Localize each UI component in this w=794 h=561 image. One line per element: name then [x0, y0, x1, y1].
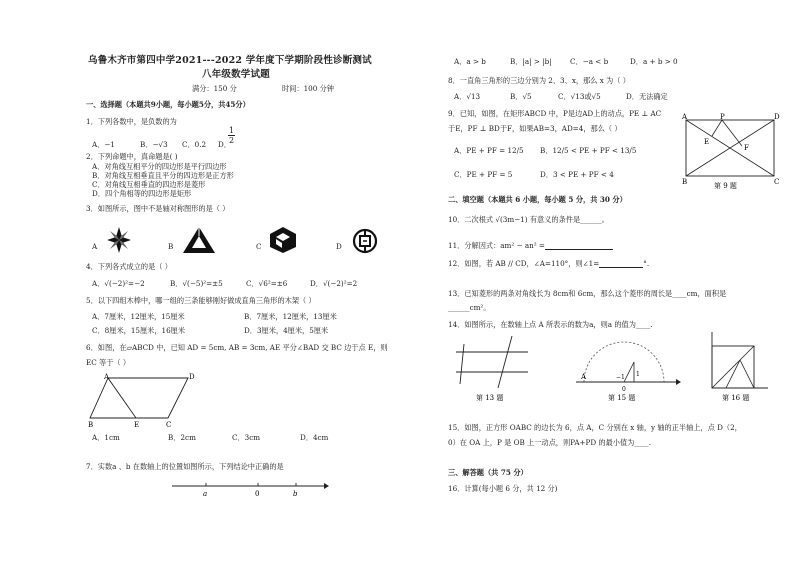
q7-option-a: A．a > b [454, 57, 486, 66]
fig9-point-f: F [744, 144, 749, 152]
question-9: 9．已知，如图，在矩形ABCD 中，P是边AD上的动点，PE ⊥ AC [448, 109, 662, 118]
q4-option-d: D．√(−2)²=2 [310, 279, 358, 288]
q8-option-d: D．无法确定 [626, 92, 668, 101]
q8-option-c: C．√13或√5 [558, 92, 601, 101]
fig16-square-axes [704, 330, 774, 408]
fig9-point-e: E [704, 138, 710, 146]
exam-title: 乌鲁木齐市第四中学2021---2022 学年度下学期阶段性诊断测试 [88, 55, 372, 66]
q2-option-a: A．对角线互相平分的四边形是平行四边形 [92, 162, 227, 171]
q3-label-b: B [168, 242, 174, 251]
q1-option-b: B．−√3 [140, 140, 168, 149]
q4-option-c: C．√6²=±6 [246, 279, 288, 288]
fig14-label-one: 1 [636, 371, 640, 378]
question-6-cont: EC 等于（ ） [86, 358, 131, 367]
fig14-label-a: A [581, 373, 587, 381]
q1-option-d: D． [218, 140, 231, 149]
q6-option-c: C．3cm [232, 433, 261, 442]
q7-option-b: B．|a| > |b| [510, 57, 552, 66]
question-6: 6．如图，在▱ABCD 中，已知 AD = 5cm, AB = 3cm, AE 平分∠BAD 交 BC 边于点 E，则 [86, 343, 388, 352]
q5-option-c: C．8厘米，15厘米，16厘米 [92, 326, 186, 335]
question-7: 7．实数a 、b 在数轴上的位置如图所示，下列结论中正确的是 [86, 462, 284, 471]
coin-circle-icon [352, 228, 378, 258]
question-13: 13．已知菱形的两条对角线长为 8cm和 6cm，那么这个菱形的周长是____cm，面积是 [448, 289, 727, 298]
q9-option-d: D．3 < PE + PF < 4 [540, 170, 614, 179]
question-15: 15．如图，正方形 OABC 的边长为 6，点 A，C 分别在 x 轴，y 轴的正半轴上，点 D（2， [448, 423, 742, 432]
fig14-semicircle-numberline [572, 334, 682, 408]
q6-option-b: B．2cm [168, 433, 196, 442]
parallelogram-figure [88, 372, 198, 434]
question-2: 2．下列命题中，真命题是( ) [86, 152, 178, 161]
q7-option-c: C．−a < b [570, 57, 609, 66]
question-1: 1．下列各数中，是负数的为 [86, 117, 177, 126]
fig9-point-c: C [774, 178, 780, 186]
fig9-point-a: A [682, 113, 688, 121]
exam-time: 时间：100 分钟 [282, 84, 334, 93]
q3-label-d: D [336, 242, 342, 251]
q5-option-d: D．3厘米，4厘米，5厘米 [244, 326, 329, 335]
q5-option-a: A．7厘米，12厘米，15厘米 [92, 312, 185, 321]
q6-point-c: C [166, 421, 172, 429]
axis-label-b: b [293, 490, 298, 498]
q1-option-a: A．−1 [92, 140, 115, 149]
q9-option-b: B．12/5 < PE + PF < 13/5 [540, 146, 637, 155]
section-1-heading: 一、选择题（本题共9小题，每小题5分，共45分） [86, 100, 250, 109]
question-16: 16．计算(每小题 6 分，共 12 分) [448, 484, 558, 493]
question-3: 3．如图所示，图中不是轴对称图形的是（ ） [86, 204, 230, 213]
q2-option-c: C．对角线互相垂直的四边形是菱形 [92, 180, 206, 189]
fig9-point-d: D [774, 113, 780, 121]
number-line-figure [170, 478, 330, 504]
q6-point-e: E [134, 421, 140, 429]
hexagon-cube-icon [268, 226, 298, 258]
fig14-label-neg1: −1 [616, 374, 625, 381]
question-15-cont: 0）在 OA 上，P 是 OB 上一动点，则PA+PD 的最小值为____. [448, 438, 652, 447]
q6-option-a: A．1cm [92, 433, 120, 442]
exam-subtitle: 八年级数学试题 [202, 69, 270, 80]
question-14: 14．如图所示，在数轴上点 A 所表示的数为a，则a 的值为____. [448, 320, 653, 329]
q7-option-d: D．a + b > 0 [630, 57, 678, 66]
question-11: 11．分解因式：am² − an² = [448, 241, 613, 250]
compass-star-icon [106, 226, 132, 258]
q6-option-d: D．4cm [300, 433, 329, 442]
fig13-caption: 第 13 题 [476, 394, 504, 402]
q6-point-d: D [189, 373, 195, 381]
fig14-label-zero: 0 [622, 386, 626, 393]
q2-option-b: B．对角线互相垂直且平分的四边形是正方形 [92, 171, 234, 180]
question-8: 8．一直角三角形的三边分别为 2、3、x，那么 x 为（ ） [448, 76, 630, 85]
fig9-caption: 第 9 题 [714, 182, 737, 190]
q8-option-b: B．√5 [510, 92, 532, 101]
q5-option-b: B．7厘米，12厘米，13厘米 [244, 312, 337, 321]
fig16-caption: 第 16 题 [722, 394, 750, 402]
exam-score: 满分：150 分 [192, 84, 237, 93]
q6-point-b: B [88, 421, 94, 429]
q6-point-a: A [104, 373, 110, 381]
question-5: 5．以下四组木棒中，哪一组的三条能够刚好做成直角三角形的木架（ ） [86, 296, 316, 305]
rectangle-figure [680, 112, 780, 198]
q9-option-c: C．PE + PF = 5 [454, 170, 513, 179]
q1-option-c: C．0.2 [182, 140, 207, 149]
question-12: 12．如图，若 AB // CD，∠A=110°，则∠1= °. [448, 259, 650, 268]
q1-fraction: $\frac{1}{2}$ [229, 126, 235, 145]
section-2-heading: 二、填空题（本题共 6 小题，每小题 5 分，共 30 分） [448, 195, 627, 204]
triangle-emblem-icon [182, 226, 216, 258]
q3-label-c: C [256, 242, 262, 251]
axis-label-a: a [203, 490, 208, 498]
q8-option-a: A．√13 [454, 92, 481, 101]
question-9-cont: 于E，PF ⊥ BD于F，如果AB=3，AD=4，那么（ ） [448, 124, 622, 133]
fig9-point-p: P [720, 113, 725, 121]
section-3-heading: 三、解答题（共 75 分） [448, 468, 528, 477]
fig13-parallel-lines [454, 334, 534, 408]
q4-option-b: B．√(−5)²=±5 [170, 279, 223, 288]
q9-option-a: A．PE + PF = 12/5 [454, 146, 524, 155]
question-4: 4．下列各式成立的是（ ） [86, 262, 172, 271]
q4-option-a: A．√(−2)²=−2 [92, 279, 145, 288]
question-13-cont: ______cm²。 [448, 303, 491, 312]
axis-label-zero: 0 [255, 490, 260, 498]
fig9-point-b: B [682, 178, 688, 186]
q2-option-d: D．四个角相等的四边形是矩形 [92, 189, 192, 198]
question-10: 10．二次根式 √(3m−1) 有意义的条件是______。 [448, 215, 609, 224]
q3-label-a: A [92, 242, 98, 251]
fig15-caption: 第 15 题 [608, 394, 636, 402]
